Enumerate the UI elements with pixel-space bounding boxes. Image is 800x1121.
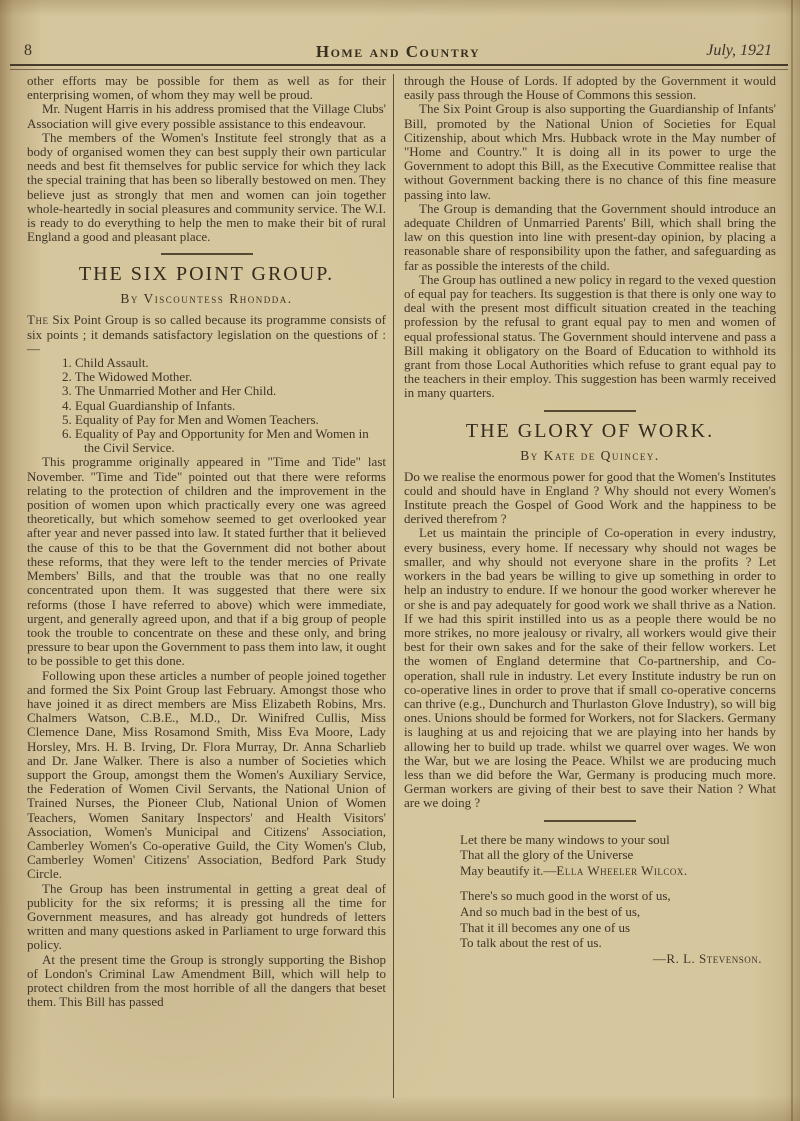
paragraph: At the present time the Group is strongly supporting the Bishop of London's Criminal Law Amendment Bill, which will help to protect children from the most horrible of all the dangers that beset them. This Bill has passed [27,951,386,1010]
issue-date: July, 1921 [706,42,772,59]
section-divider [544,820,636,822]
article-byline: By Viscountess Rhondda. [120,291,293,307]
section-divider [161,253,253,255]
paragraph: The members of the Women's Institute feel strongly that as a body of organised women they can best supply their own particular needs and best fit themselves for public service for which they lack the special training that has been so liberally bestowed on men. They believe just as strongly that men and women can join together whole-heartedly in social pleasures and community service. The W.I. is ready to do everything to help the men to make their bit of rural England a good and pleasant place. [27,129,386,245]
lead-text: Six Point Group is so called because its programme consists of six points ; it demands satisfactory legislation on the questions of :— [27,312,386,356]
quote-block-wilcox [460,832,776,879]
paragraph: Following upon these articles a number of people joined together and formed the Six Point Group last February. Amongst those who have joined it as direct members are Miss Elizabeth Robins, Mrs. Chalmers Watson, C.B.E., M.D., Dr. Winifred Cullis, Miss Clemence Dane, Miss Rosamond Smith, Miss Eva Moore, Lady Horsley, Mrs. H. B. Irving, Dr. Flora Murray, Dr. Anna Scharlieb and Dr. Jane Walker. There is also a number of Societies which support the Group, amongst them the Women's Auxiliary Service, the Federation of Women Civil Servants, the National Union of Trained Nurses, the Pioneer Club, National Union of Women Teachers, Women Sanitary Inspectors' and Health Visitors' Association, Women's Municipal and Citizens' Association, Camberley Women's Co-operative Guild, the City Women's Club, Camberley Women' Citizens' Association, Bedford Park Study Circle. [27,667,386,882]
right-column [394,74,776,1115]
left-column [27,74,393,1115]
paragraph: Do we realise the enormous power for good that the Women's Institutes could and should have in England ? Why should not every Women's Institute preach the Gospel of Good Work and the happiness to be derived therefrom ? [404,468,776,527]
article-lead-paragraph [27,313,386,356]
article-byline: By Kate de Quincey. [520,447,660,463]
paragraph: The Group is demanding that the Government should introduce an adequate Children of Unmarried Parents' Bill, which shall bring the law on this question into line with present-day opinion, by placing a reasonable share of responsibility upon the father, and safeguarding as far as possible the interests of the child. [404,200,776,273]
list-item: 1. Child Assault. [62,355,149,371]
paragraph: Mr. Nugent Harris in his address promised that the Village Clubs' Association will give every possible assistance to this endeavour. [27,101,386,131]
list-item: 3. The Unmarried Mother and Her Child. [62,383,277,399]
list-item: 5. Equality of Pay for Men and Women Teachers. [62,411,319,427]
page-header [24,40,772,64]
list-item: 6. Equality of Pay and Opportunity for Men and Women in the Civil Service. [62,426,369,456]
section-divider [544,410,636,412]
quote-line: And so much bad in the best of us, [460,903,641,919]
paragraph: The Group has been instrumental in getting a great deal of publicity for the six reforms; it is pressing all the time for Government measures, and has already got hundreds of letters written and many questions asked in Parliament to urge forward this policy. [27,880,386,953]
paragraph: This programme originally appeared in "Time and Tide" last November. "Time and Tide" pointed out that there were reforms relating to the protection of children and the improvement in the position of women upon which practically every one was agreed theoretically, but which somehow seemed to get overlooked year after year and never passed into law. It stated further that it believed the cause of this to be that the Government did not bother about these reforms, that they were left to the tender mercies of Private Members' Bills, and that the trouble was that no one really concentrated upon them. It was suggested that there were six reforms (those I have referred to above) which were immediate, urgent, and generally agreed upon, and that if a big group of people took the trouble to concentrate on these and these only, and bring pressure to bear upon the Government to pass them into law, it ought to be possible to get this done. [27,454,386,669]
header-rule [10,64,788,70]
quote-attribution: Ella Wheeler Wilcox. [556,863,688,879]
quote-block-stevenson [460,888,776,967]
quote-line: Let there be many windows to your soul [460,831,670,847]
quote-line: That all the glory of the Universe [460,847,634,863]
list-item: 2. The Widowed Mother. [62,369,193,385]
columns-container [27,74,776,1115]
quote-line: To talk about the rest of us. [460,935,602,951]
article-title-six-point-group: THE SIX POINT GROUP. [78,263,335,286]
masthead-title: Home and Country [315,42,481,61]
quote-line: There's so much good in the worst of us, [460,887,671,903]
article-title-glory-of-work: THE GLORY OF WORK. [465,419,715,442]
paragraph: The Group has outlined a new policy in regard to the vexed question of equal pay for teachers. Its suggestion is that there is only one way to deal with the present most difficult situation created in the teaching profession by the refusal to grant equal pay to men and women of equal professional status. The Government should intervene and pass a Bill making it obligatory on the Board of Education to withhold its grant from those Local Authorities which refuse to grant equal pay to the teachers in their employ. This suggestion has been warmly received in many quarters. [404,271,776,401]
page-number: 8 [24,42,32,59]
paragraph: The Six Point Group is also supporting the Guardianship of Infants' Bill, promoted by the National Union of Societies for Equal Citizenship, about which Mrs. Hubback wrote in the May number of "Home and Country." It is doing all in its power to urge the Government to adopt this Bill, as the Executive Committee realise that without Government backing there is no chance of this fine measure passing into law. [404,101,776,202]
lead-opener: The [27,312,49,328]
quote-attribution: —R. L. Stevenson. [652,951,762,967]
six-points-list [27,356,386,455]
paragraph: through the House of Lords. If adopted by the Government it would easily pass through the House of Commons this session. [404,73,776,103]
quote-line-text: May beautify it.— [460,863,557,879]
paragraph: Let us maintain the principle of Co-operation in every industry, every business, every home. If necessary why should not wages be smaller, and why should not everyone share in the profits ? Let workers in the bad years be willing to give up something in order to help an industry to endure. If we honour the good worker wherever he or she is and pay adequately for good work we shall thrive as a Nation. If we had this spirit instilled into us as a people there would be no more strikes, no more jealousy or rivalry, all workers would give their best for their own sakes and for the sake of their fellow workers. Let the women of England determine that Co-partnership, and Co-operation, shall rule in industry. Let every Institute industry be run on co-operative lines in order to prove that if small co-operative concerns can thrive (e.g., Dunchurch and Thurlaston Glove Industry), so will big ones. Unions should be formed for Workers, not for Slackers. Germany is laughing at us and rejoicing that we are playing into her hands by allowing her to build up trade. whilst we quarrel over wages. We won the War, but we are losing the Peace. Whilst we are producing much less than we did before the War, Germany is producing much more. German workers are giving of their best to save their Nation ? What are we doing ? [404,525,776,811]
quote-line [460,863,776,879]
paragraph: other efforts may be possible for them as well as for their enterprising women, of whom they may well be proud. [27,73,386,103]
list-item: 4. Equal Guardianship of Infants. [62,397,236,413]
quote-line: That it ill becomes any one of us [460,919,631,935]
